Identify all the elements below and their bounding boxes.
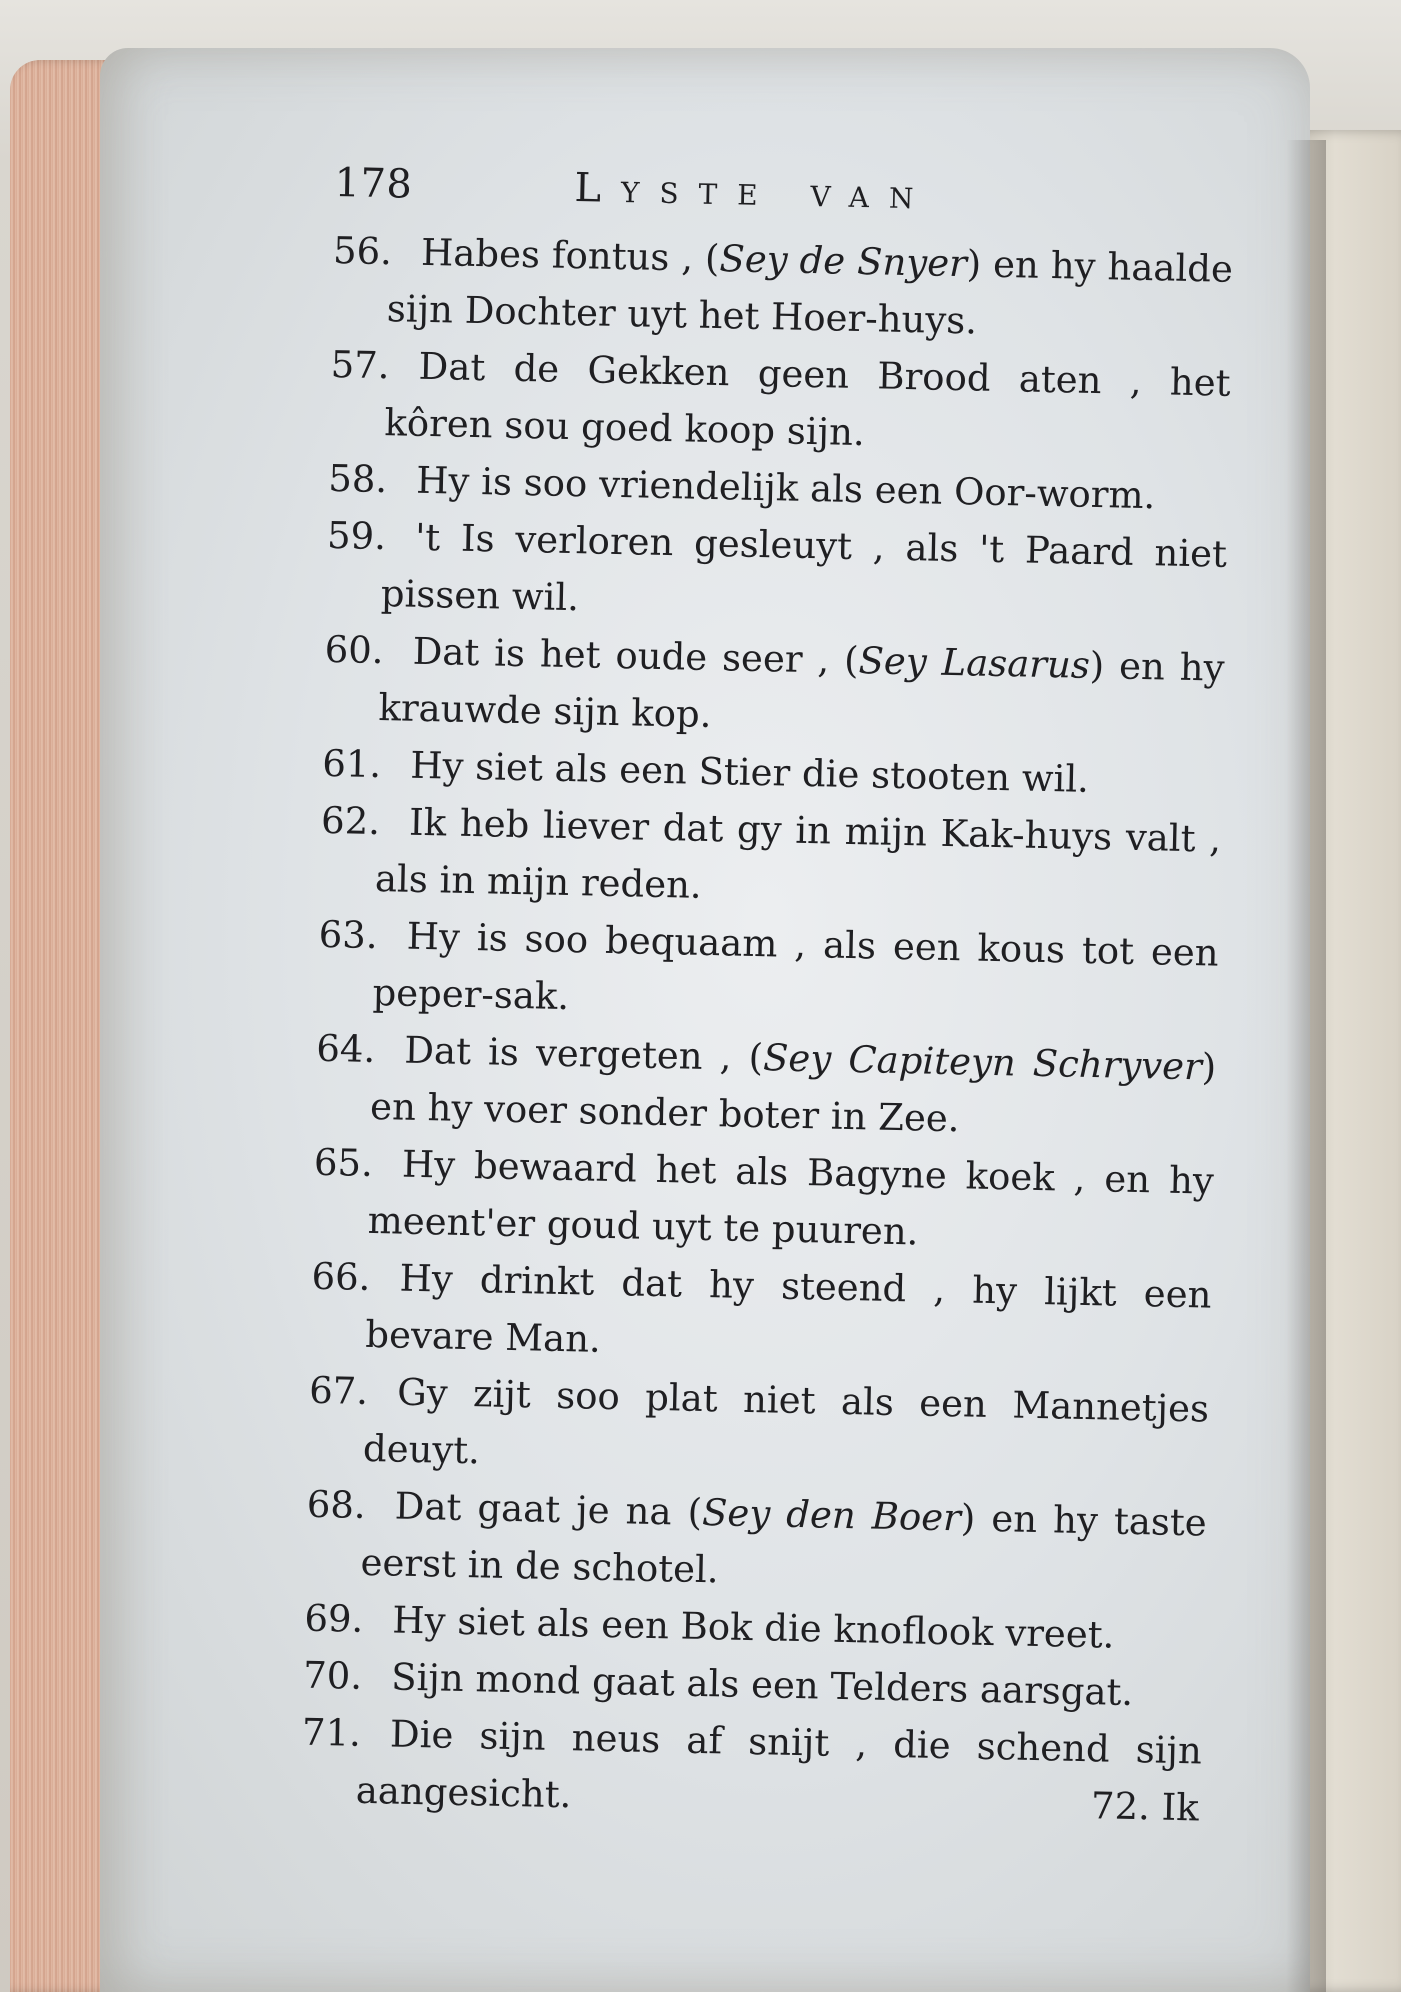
entry-attribution: Sey Capiteyn Schryver (762, 1036, 1203, 1089)
gutter-shadow (1286, 140, 1326, 1992)
entry-number: 71. (301, 1710, 362, 1755)
entry-number: 68. (306, 1482, 367, 1527)
entry-number: 65. (313, 1140, 374, 1186)
entry-text: Hy bewaard het als Bagyne koek , en hy meent'er goud uyt te puuren. (367, 1142, 1215, 1254)
entry-text-continued: ) en hy haalde sijn Dochter uyt het Hoer-huys. (386, 242, 1234, 343)
entry-number: 60. (324, 627, 385, 673)
entry-text: Hy siet als een Stier die stooten wil. (409, 743, 1090, 801)
proverb-list (300, 222, 1233, 1836)
entry-number: 62. (320, 798, 381, 844)
entry-attribution: Sey den Boer (701, 1490, 962, 1540)
proverb-entry (312, 1134, 1214, 1267)
running-title: Lyste van (573, 165, 934, 219)
proverb-entry (319, 792, 1221, 925)
entry-text: Hy is soo vriendelijk als een Oor-worm. (415, 458, 1156, 518)
page-number: 178 (334, 160, 413, 208)
proverb-entry (329, 336, 1231, 469)
proverb-entry (310, 1248, 1212, 1381)
entry-text: Hy drinkt dat hy steend , hy lijkt een bevare Man. (364, 1256, 1212, 1361)
entry-number: 63. (318, 912, 379, 958)
entry-text: Die sijn neus af snijt , die schend sijn aangesicht. (355, 1712, 1203, 1817)
entry-text: Dat gaat je na ( (394, 1484, 703, 1534)
entry-number: 59. (326, 513, 387, 559)
entry-number: 69. (304, 1596, 364, 1641)
proverb-entry (305, 1476, 1207, 1609)
entry-number: 57. (330, 342, 390, 388)
entry-number: 70. (302, 1653, 363, 1698)
entry-number: 66. (311, 1254, 371, 1299)
entry-text: Sijn mond gaat als een Telders aarsgat. (390, 1655, 1134, 1715)
entry-text: Hy siet als een Bok die knoflook vreet. (391, 1598, 1115, 1657)
proverb-entry (323, 621, 1225, 754)
proverb-entry (307, 1362, 1209, 1495)
entry-number: 67. (308, 1368, 369, 1413)
entry-text: Hy is soo bequaam , als een kous tot een peper-sak. (372, 914, 1220, 1019)
catchword: 72. Ik (1090, 1784, 1200, 1830)
entry-text-continued: ) en hy taste eerst in de schotel. (360, 1496, 1208, 1592)
entry-number: 64. (315, 1026, 376, 1072)
entry-text: Dat is vergeten , ( (403, 1028, 764, 1080)
entry-text-continued: ) en hy voer sonder boter in Zee. (369, 1045, 1217, 1141)
proverb-entry (315, 1020, 1217, 1153)
entry-attribution: Sey de Snyer (719, 237, 968, 286)
entry-text: Ik heb liever dat gy in mijn Kak-huys valt , als in mijn reden. (374, 800, 1222, 907)
entry-text: Habes fontus , ( (420, 230, 720, 281)
entry-attribution: Sey Lasarus (858, 639, 1091, 687)
entry-text: 't Is verloren gesleuyt , als 't Paard niet pissen wil. (380, 515, 1228, 620)
entry-text: Dat is het oude seer , ( (412, 629, 860, 683)
entry-text: Gy zijt soo plat niet als een Mannetjes deuyt. (362, 1370, 1210, 1473)
entry-number: 58. (327, 456, 388, 502)
entry-number: 61. (321, 741, 382, 787)
page-text (300, 160, 1235, 1836)
entry-text: Dat de Gekken geen Brood aten , het kôren sou goed koop sijn. (384, 344, 1231, 455)
entry-number: 56. (332, 228, 393, 274)
entry-text-continued: ) en hy krauwde sijn kop. (378, 643, 1226, 737)
proverb-entry (331, 222, 1233, 355)
proverb-entry (317, 906, 1219, 1039)
proverb-entry (325, 507, 1227, 640)
